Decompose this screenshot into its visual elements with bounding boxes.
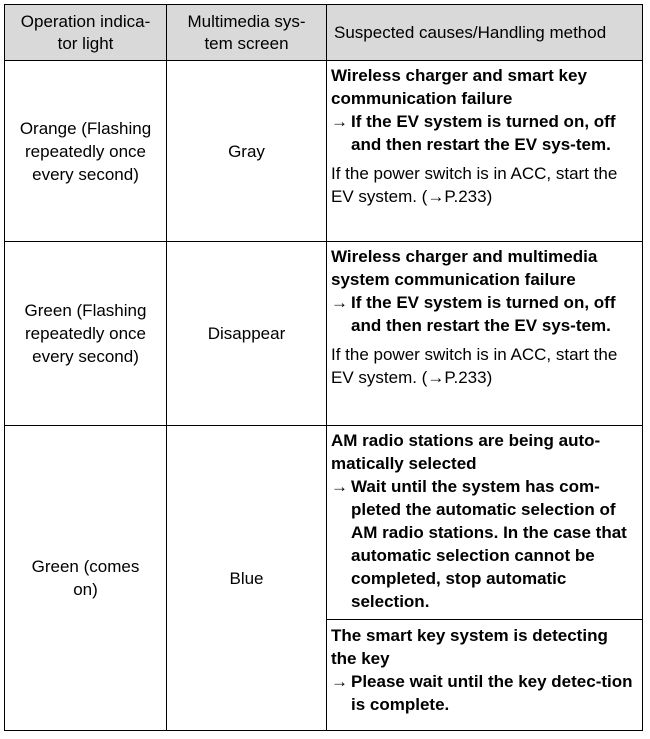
causes-cell <box>327 426 643 731</box>
cause-block <box>327 61 642 212</box>
header-row <box>5 5 643 61</box>
table-row <box>5 426 643 731</box>
arrow-icon: → <box>331 293 348 312</box>
indicator-cell: Orange (Flashing repeatedly once every second) <box>5 61 167 242</box>
causes-cell <box>327 242 643 426</box>
table-row <box>5 61 643 242</box>
cause-block <box>327 619 642 720</box>
header-causes: Suspected causes/Handling method <box>327 5 643 61</box>
cause-block <box>327 242 642 393</box>
arrow-icon: → <box>331 112 348 131</box>
action-row <box>331 475 638 613</box>
action-row <box>331 291 638 337</box>
cause-title: Wireless charger and multimedia system communication failure <box>331 247 598 289</box>
troubleshooting-table <box>4 4 643 731</box>
screen-cell: Blue <box>167 426 327 731</box>
action-text: Wait until the system has com-pleted the automatic selection of AM radio stations. In the case that automatic selection cannot be completed, stop automatic selection. <box>351 477 627 611</box>
cause-note: If the power switch is in ACC, start the EV system. (→P.233) <box>331 345 618 387</box>
indicator-cell: Green (comes on) <box>5 426 167 731</box>
action-text: If the EV system is turned on, off and then restart the EV sys-tem. <box>351 293 616 335</box>
arrow-icon: → <box>331 672 348 691</box>
table-row <box>5 242 643 426</box>
action-text: Please wait until the key detec-tion is complete. <box>351 672 633 714</box>
cause-title: The smart key system is detecting the key <box>331 626 608 668</box>
arrow-icon: → <box>331 477 348 496</box>
screen-cell: Disappear <box>167 242 327 426</box>
causes-cell <box>327 61 643 242</box>
cause-block <box>327 426 642 619</box>
action-row <box>331 670 638 716</box>
cause-title: AM radio stations are being auto-matically selected <box>331 431 601 473</box>
screen-cell: Gray <box>167 61 327 242</box>
indicator-cell: Green (Flashing repeatedly once every second) <box>5 242 167 426</box>
cause-title: Wireless charger and smart key communication failure <box>331 66 587 108</box>
cause-note: If the power switch is in ACC, start the EV system. (→P.233) <box>331 164 618 206</box>
header-indicator: Operation indica-tor light <box>5 5 167 61</box>
action-text: If the EV system is turned on, off and then restart the EV sys-tem. <box>351 112 616 154</box>
action-row <box>331 110 638 156</box>
header-screen: Multimedia sys-tem screen <box>167 5 327 61</box>
